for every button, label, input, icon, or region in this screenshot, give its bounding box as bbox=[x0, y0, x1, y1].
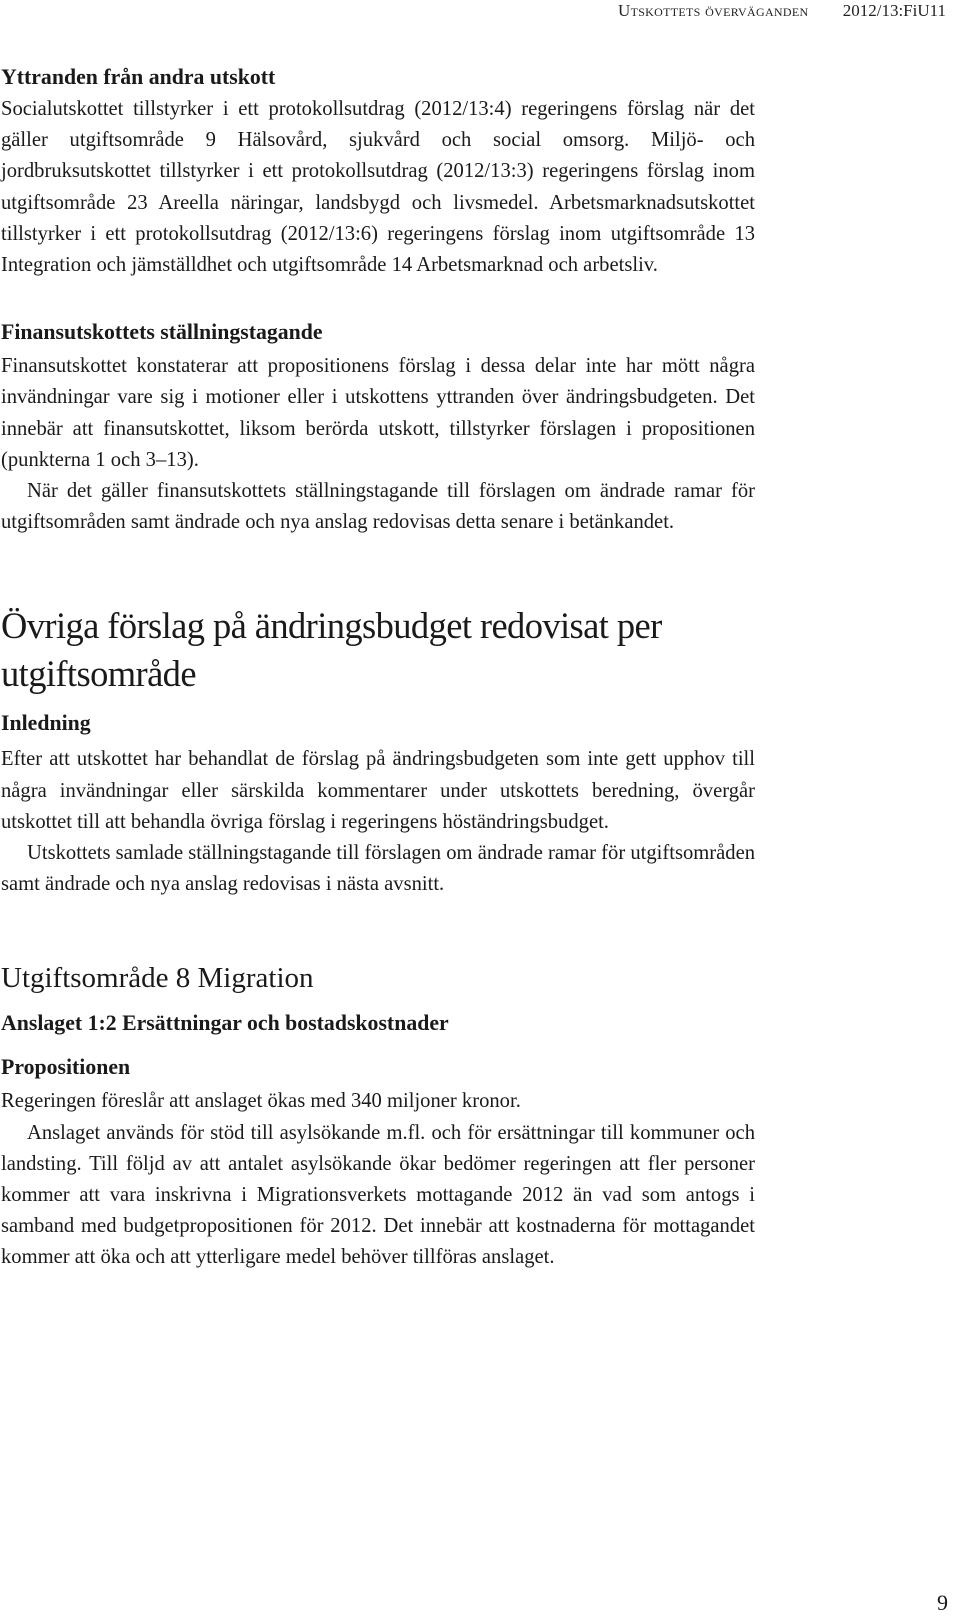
running-header bbox=[618, 0, 946, 22]
paragraph-inledning: Efter att utskottet har behandlat de förslag på ändringsbudgeten som inte gett upphov till några invändningar eller särskilda kommentarer under utskottets beredning, övergår utskottet till att behandla övriga förslag i regeringens höständringsbudget. bbox=[1, 748, 755, 833]
paragraph-anslaget-anvands: Anslaget används för stöd till asylsökande m.fl. och för ersättningar till kommuner och landsting. Till följd av att antalet asylsökande ökar bedömer regeringen att fler personer kommer att vara inskrivna i Migrationsverkets mottagande 2012 än vad som antogs i samband med budgetpropositionen för 2012. Det innebär att kostnaderna för mottagandet kommer att öka och att ytterligare medel behöver tillföras anslaget. bbox=[1, 1121, 755, 1269]
page-body bbox=[1, 62, 755, 1274]
heading-propositionen: Propositionen bbox=[1, 1055, 131, 1080]
heading-yttranden: Yttranden från andra utskott bbox=[1, 65, 276, 89]
heading-finansutskottets-stallningstagande: Finansutskottets ställningstagande bbox=[1, 320, 323, 345]
paragraph-yttranden: Socialutskottet tillstyrker i ett protokollsutdrag (2012/13:4) regeringens förslag när det gäller utgiftsområde 9 Hälsovård, sjukvård och social omsorg. Miljö- och jordbruksutskottet tillstyrker i ett protokollsutdrag (2012/13:3) regeringens förslag inom utgiftsområde 23 Areella näringar, landsbygd och livsmedel. Arbetsmarknadsutskottet tillstyrker i ett protokollsutdrag (2012/13:6) regeringens förslag inom utgiftsområde 13 Integration och jämställdhet och utgiftsområde 14 Arbetsmarknad och arbetsliv. bbox=[1, 98, 755, 277]
subheading-anslaget-1-2: Anslaget 1:2 Ersättningar och bostadskostnader bbox=[1, 1011, 449, 1036]
paragraph-regeringen-foreslar: Regeringen föreslår att anslaget ökas med 340 miljoner kronor. bbox=[1, 1090, 521, 1113]
paragraph-samlade-stallningstagande: Utskottets samlade ställningstagande till förslagen om ändrade ramar för utgiftsområden samt ändrade och nya anslag redovisas i nästa avsnitt. bbox=[1, 842, 756, 896]
running-header-report-id: 2012/13:FiU11 bbox=[842, 1, 946, 20]
page-number: 9 bbox=[937, 1590, 948, 1615]
heading-inledning: Inledning bbox=[1, 711, 91, 736]
paragraph-finansutskottets-stallningstagande: När det gäller finansutskottets ställningstagande till förslagen om ändrade ramar för utgiftsområden samt ändrade och nya anslag redovisas detta senare i betänkandet. bbox=[1, 480, 755, 534]
chapter-title: Övriga förslag på ändringsbudget redovisat per utgiftsområde bbox=[1, 605, 662, 695]
paragraph-konstaterar: Finansutskottet konstaterar att propositionens förslag i dessa delar inte har mött några invändningar vare sig i motioner eller i utskottens yttranden över ändringsbudgeten. Det innebär att finansutskottet, liksom berörda utskott, tillstyrker förslagen i propositionen (punkterna 1 och 3–13). bbox=[1, 355, 755, 471]
running-header-section: Utskottets överväganden bbox=[618, 1, 809, 20]
section-title-utgiftsomrade-8: Utgiftsområde 8 Migration bbox=[1, 962, 314, 995]
